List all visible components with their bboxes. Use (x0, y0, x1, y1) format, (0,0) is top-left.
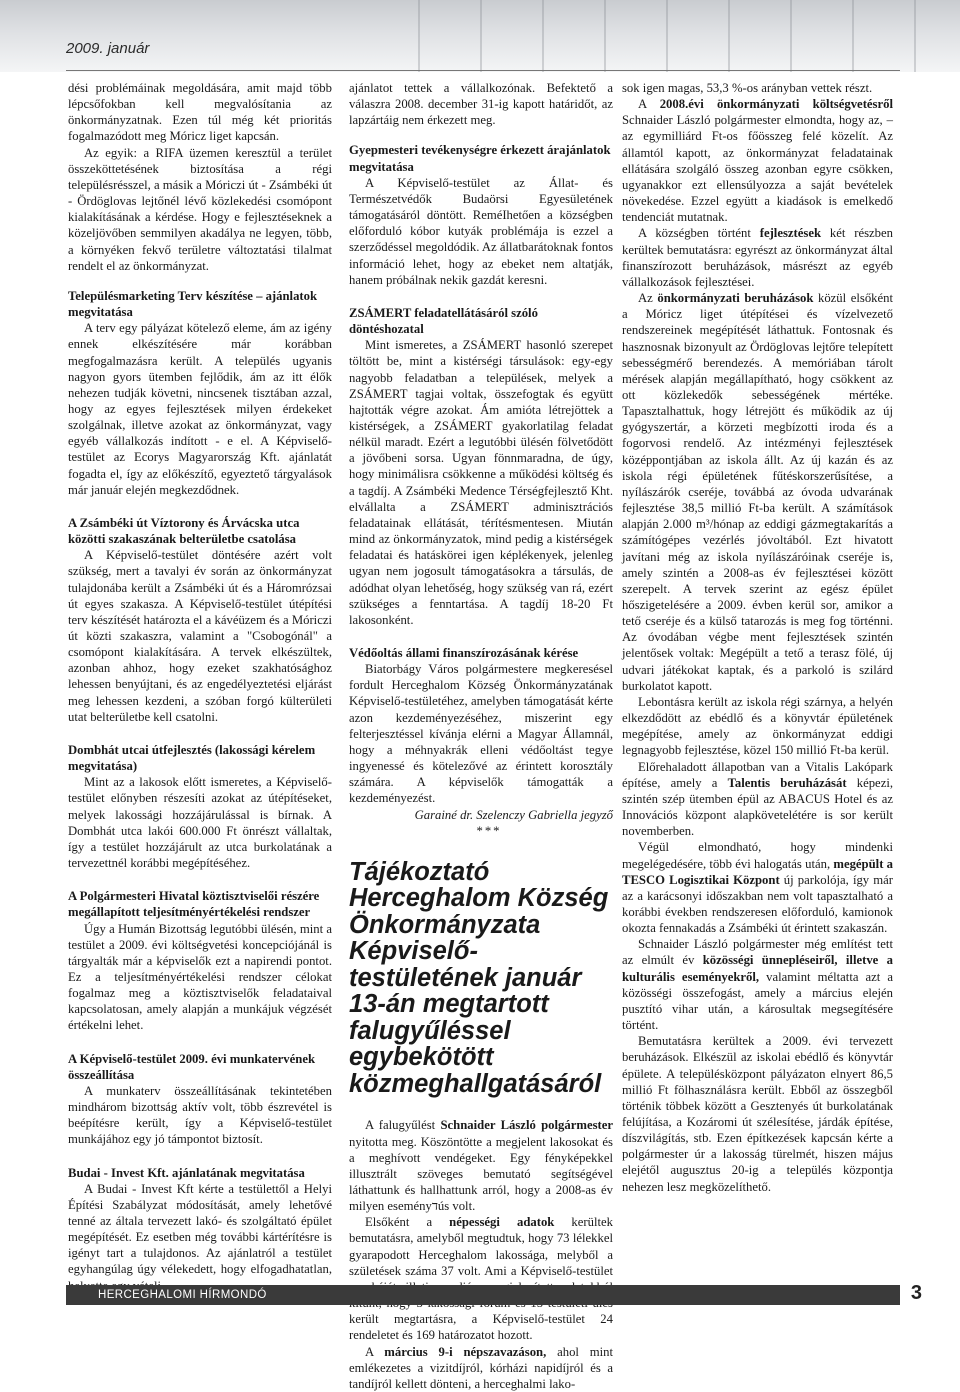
paragraph: sok igen magas, 53,3 %-os arányban vettek részt. (622, 81, 873, 95)
article-title: Tájékoztató Herceghalom Község Önkormányzata Képviselő-testületének január 13-án megtartott falugyűléssel egybekötött közmeghallgatásáról (349, 857, 609, 1098)
text: A községben történt (638, 226, 760, 241)
paragraph (349, 1117, 613, 1214)
paragraph: A Képviselő-testület döntésére azért volt szükség, mert a tavalyi év során az önkormányzat tulajdonába került a Zsámbéki út és a Háromrózsai út egyes szakasza. A Képviselő-testület útépítési terv készítését határozta el a kávéüzem és a Móriczi út közti szakaszra, valamint a "Csobogónál" a csomópont kialakítására. A tervek elkészültek, azonban ahhoz, hogy ezeket szakhatósághoz lehessen benyújtani, és az engedélyeztetési eljárást meg lehessen kezdeni, a szóban forgó külterületi utat belterületbe kell csatolni. (68, 548, 332, 724)
header-tree-silhouettes (380, 0, 960, 72)
column-1 (68, 80, 332, 1294)
text: ahol mint emlékezetes a vizitdíjról, kórházi napidíjról és a tandíjról kellett dönteni, a herceghalmi lako- (349, 1344, 614, 1391)
publication-name: HERCEGHALOMI HÍRMONDÓ (98, 1289, 267, 1301)
bold-text: Talentis beruházását (727, 775, 847, 790)
section-separator: *** (476, 823, 502, 838)
bold-text: 2008.évi önkormányzati költségvetésről (659, 97, 893, 112)
bold-text: megépült a TESCO Logisztikai Központ (622, 856, 893, 887)
text: kerültek bemutatásra, amelyből megtudtuk, hogy 73 lélekkel gyarapodott Herceghalom lakossága, melyből a születések száma 37 volt. Ami a Képviselő-testület került megtartásra, a Képviselő-testület 24 rendeletet és 169 határozatot hozott. (349, 1215, 613, 1343)
text: A falugyűlést (365, 1118, 441, 1133)
paragraph: A Képviselő-testület az Állat- és Természetvédők Budaörsi Egyesületének támogatásáról döntött. ReméIhetően a községben előforduló kóbor kutyák problémája is ezzel a szerződéssel megoldódik. Az állatbarátoknak fontos információ lehet, hogy az ebeket nem altatják, hanem próbálnak nekik gazdát keresni. (349, 175, 613, 287)
text: A (638, 97, 660, 112)
page-number: 3 (910, 1282, 922, 1304)
paragraph: Bemutatásra kerültek a 2009. évi tervezett beruházások. Elkészül az iskolai ebédlő és könyvtár épülete. A településközpont pályázaton elnyert 86,5 millió Ft fölhasználásra került. Ebből az összegből történik többek között a Gesztenyés út burkolatának felújítása, a Kozáromi út szélesítése, járdák építése, díszvilágítás, stb. Ezen építkezések kapcsán kérte a polgármester úr a lakosság türelmét, hiszen május elejétől augusztus 20-ig a település központja nehezen lesz megközelíthető. (622, 1034, 893, 1194)
paragraph (349, 1344, 613, 1392)
text: közül elsőként a Móricz liget útépítései és vízelvezető rendszereinek megépítését láthattuk. Fontosnak és hasznosnak bizonyult az Ördöglovas lejtőre telepített sebességmérő berendezés. A memóriában tárolt mérések alapján megállapítható, hogy csökkent az ott közlekedők sebességének mértéke. Tapasztalhattuk, hogy létrejött és működik az új gyógyszertár, a körzeti megbízotti iroda és a fogorvosi rendelő. Az intézményi fejlesztések középpontjában az iskola állt. Az új kazán és az iskola régi épületének fűtéskorszerűsítése, a nyílászárók cseréje, továbbá az óvoda udvarának fejlesztése 38,5 millió Ft-ba került. A számítások alapján 2.000 m³/hónap az eddigi gázmegtakarítás a számítógépes vezérlés jóvoltából. Ezt hivatott javítani még az iskola nyílászáróinak cseréje is, amely szintén a 2008-as év fejlesztései között szerepelt. A tervek szerint az egész épület hőszigetelésére a 2009. évben kerül sor, amikor a tető cseréje és a külső tatarozás is meg fog történni. Az óvodában végbe ment fejlesztések szintén jelentősek voltak: Megépült a tető a terasz fölé, új udvari játékokat kaptak, és a parkoló is szilárd burkolatot kapott. (622, 291, 894, 693)
paragraph (349, 1214, 613, 1343)
bold-text: Schnaider László polgármester (440, 1118, 613, 1133)
text: képezi, szintén szép ütemben épül az ABACUS Hotel és az Innovációs központ alapkövetelétére is sor került novemberben. (622, 775, 894, 839)
section-heading: Településmarketing Terv készítése – ajánlatok megvitatása (68, 288, 318, 320)
issue-date: 2009. január (66, 40, 150, 57)
text: két részben kerültek bemutatásra: egyrészt az önkormányzat által finanszírozott beruházások, másrészt az egyéb vállalkozások fejlesztései. (622, 226, 893, 289)
paragraph: Mint az a lakosok előtt ismeretes, a Képviselő-testület előnyben részesíti azokat az útépítéseket, melyek lakossági hozzájárulással is bírnak. A Dombhát utca lakói 600.000 Ft önrészt vállaltak, így a testület hozzájárult az utca burkolatának a tervezettnél korábbi megépítéséhez. (68, 775, 332, 871)
header-background (0, 0, 960, 72)
section-heading: Budai - Invest Kft. ajánlatának megvitatása (68, 1165, 305, 1180)
paragraph: A munkaterv összeállításának tekintetében mindhárom bizottság aktív volt, több észrevétel is beépítésre került, így a Képviselő-testület munkájához egy jó támpontot biztosít. (68, 1083, 332, 1147)
text: Schnaider László polgármester elmondta, hogy az, – az egymilliárd Ft-os főösszeg felé közelít. Az államtól kapott, az önkormányzat feladatainak ellátására szolgáló összeg azonban egyre csökken, ugyanakkor ezt ellensúlyozza a saját bevételek növekedése. Ezzel együtt a kiadások is emelkedő tendenciát mutatnak. (622, 113, 893, 225)
text: nyitotta meg. Köszöntötte a megjelent lakosokat és a meghívott vendégeket. Egy fényképekkel illusztrált szöveges bemutató segítségével láthattunk és hallhattunk arról, hogy a 2008-as év milyen eseményדús volt. (349, 1134, 613, 1214)
paragraph: Az egyik: a RIFA üzemen keresztül a terület összeköttetésének biztosítása a régi településrésszel, a másik a Móriczi út - Zsámbéki út - Ördöglovas lejtőnél lévő közlekedési csomópont kialakításának a kérdése. Hogy e fejlesztéseknek a közeljövőben semmilyen akadálya ne legyen, több, a környéken fekvő területre változtatási tilalmat rendelt el az önkormányzat. (68, 145, 332, 273)
text: A (365, 1344, 385, 1359)
text: Előrehaladott állapotban van a Vitalis Lakópark építése, amely a (622, 759, 893, 790)
paragraph: Biatorbágy Város polgármestere megkeresésel fordult Herceghalom Község Önkormányzatának Képviselő-testületéhez, amelyben támogatását kérte azon kezdeményezéséhez, miszerint egy felterjesztéssel kívánja elérni a Magyar Államnál, hogy a méhnyakrák elleni védőoltást tegye ingyenessé és kötelezővé az érintett korosztály számára. A képviselők támogatták a kezdeményezést. (349, 662, 613, 806)
paragraph (622, 96, 893, 225)
paragraph (622, 225, 893, 290)
paragraph (622, 290, 893, 694)
paragraph: A terv egy pályázat kötelező eleme, ám az igény ennek elkészítésére már korábban megfogalmazásra került. A település ugyanis nagyon gyors ütemben fejlődik, ám az itt élők nehezen tudják követni, nincsenek tisztában azzal, hogy az egyes fejlesztések milyen érdekeket szolgálnak, illetve azokat az önkormányzat, vagy egyéb vállalkozás indított - e el. A Képviselő-testület az Ecorys Magyarország Kft. ajánlatát fogadta el, így az előkészítő, egyeztető tárgyalások már január elején megkezdődnek. (68, 321, 332, 497)
paragraph (622, 936, 893, 1033)
bold-text: önkormányzati beruházások (657, 291, 814, 306)
bold-text: fejlesztések (759, 226, 822, 241)
paragraph: dési problémáinak megoldására, amit majd több lépcsőfokban kell megvalósítania az önkormányzatnak. Ezen túl még két prioritás fogalmazódott meg Móricz liget kapcsán. (68, 81, 332, 144)
header-rule (66, 70, 900, 71)
bold-text: március 9-i népszavazáson, (384, 1344, 547, 1359)
section-heading: A Képviselő-testület 2009. évi munkatervének összeállítása (68, 1051, 316, 1082)
bold-text: közösségi ünnepléseiről, illetve a kulturális eseményekről, (622, 953, 893, 984)
paragraph: Úgy a Humán Bizottság legutóbbi ülésén, mint a testület a 2009. évi költségvetési koncepciójánál is tárgyalták már a képviselők ezt a napirendi pontot. Ez a teljesítményértékelési rendszer célokat fogalmaz meg a köztisztviselők feladataival kapcsolatosan, amely alapján a munkájuk végzését értékelni lehet. (68, 921, 332, 1033)
paragraph (622, 839, 893, 936)
text: új parkolója, így már az a karácsonyi időszakban nem volt tapasztalható a korábbi években rendszeresen előforduló, kamionok okozta fennakadás a Zsámbéki út érintett szakaszán. (622, 872, 893, 936)
paragraph: A Budai - Invest Kft kérte a testülettől a Helyi Építési Szabályzat módosítását, amely lehetővé tenné az általa tervezett lakó- és szolgáltató épület megépítését. Ez esetben még további kártérítésre is igényt tart a tulajdonos. Az ajánlatról a testület egyhangúlag úgy vélekedett, hogy elfogadhatatlan, (68, 1181, 332, 1277)
section-heading: Dombhát utcai útfejlesztés (lakossági kérelem megvitatása) (68, 742, 316, 774)
column-3 (622, 80, 893, 1195)
paragraph: Mint ismeretes, a ZSÁMERT hasonló szerepet töltött be, mint a kistérségi társulások: egy-egy nagyobb feladatban a települések, melyek a ZSÁMERT tagjai voltak, összefogtak és együtt hajtották végre azokat. Ám amióta létrejöttek a kistérségek, a ZSÁMERT gyakorlatilag feladat nélkül maradt. Ezért a legutóbbi ülésén fölvetődött a jövőbeni sorsa. Ugyan fönnmaradna, de úgy, hogy minimálisra csökkenne a működési költség és a tagdíj. A Zsámbéki Medence Térségfejlesztő Kht. elvállalta a ZSÁMERT adminisztrációs feladatainak ellátását, térítésmentesen. Miután mind az önkormányzatok, mind pedig a kistérségek feladatai és hatáskörei igen képlékenyek, jelenleg ugyan nem jogosult támogatásokra a társulás, de adódhat olyan lehetőség, hogy szükség van rá, ezért szükséges a fenntartása. A tagdíj 18-20 Ft lakosonként. (349, 338, 613, 627)
column-2 (349, 80, 613, 1392)
section-heading: Gyepmesteri tevékenységre érkezett árajánlatok megvitatása (349, 143, 611, 174)
paragraph: ajánlatot tettek a vállalkozónak. Befektető a válaszra 2008. december 31-ig kapott határidőt, az lapzártáig nem érkezett meg. (349, 81, 613, 128)
text: valamint méltatta azt a közösségi összefogást, amely a március elején pusztító vihar után, a károsultak megsegítésére történt. (622, 969, 893, 1033)
paragraph: Lebontásra került az iskola régi szárnya, a helyén elkezdődött az ebédlő és a könyvtár épületének megépítése, amely az önkormányzat eddigi legnagyobb fejlesztése, közel 150 millió Ft-ba kerül. (622, 694, 893, 758)
author-signature: Garainé dr. Szelenczy Gabriella jegyző (414, 807, 613, 822)
section-heading: Védőoltás állami finanszírozásának kérése (349, 646, 579, 660)
section-heading: ZSÁMERT feladatellátásáról szóló döntéshozatal (349, 305, 538, 337)
bold-text: népességi adatok (449, 1215, 555, 1230)
text: Schnaider László polgármester még említést tett az elmúlt év (622, 937, 893, 968)
section-heading: A Zsámbéki út Víztorony és Árvácska utca közötti szakaszának belterületbe csatolása (68, 515, 300, 547)
section-heading: A Polgármesteri Hivatal köztisztviselői részére megállapított teljesítményértékelési rendszer (68, 889, 320, 920)
text: Elsőként a (365, 1215, 450, 1230)
paragraph (622, 759, 893, 840)
text: Végül elmondható, hogy mindenki megelégedésére, több évi halogatás után, (622, 840, 893, 871)
text: Az (638, 291, 658, 306)
